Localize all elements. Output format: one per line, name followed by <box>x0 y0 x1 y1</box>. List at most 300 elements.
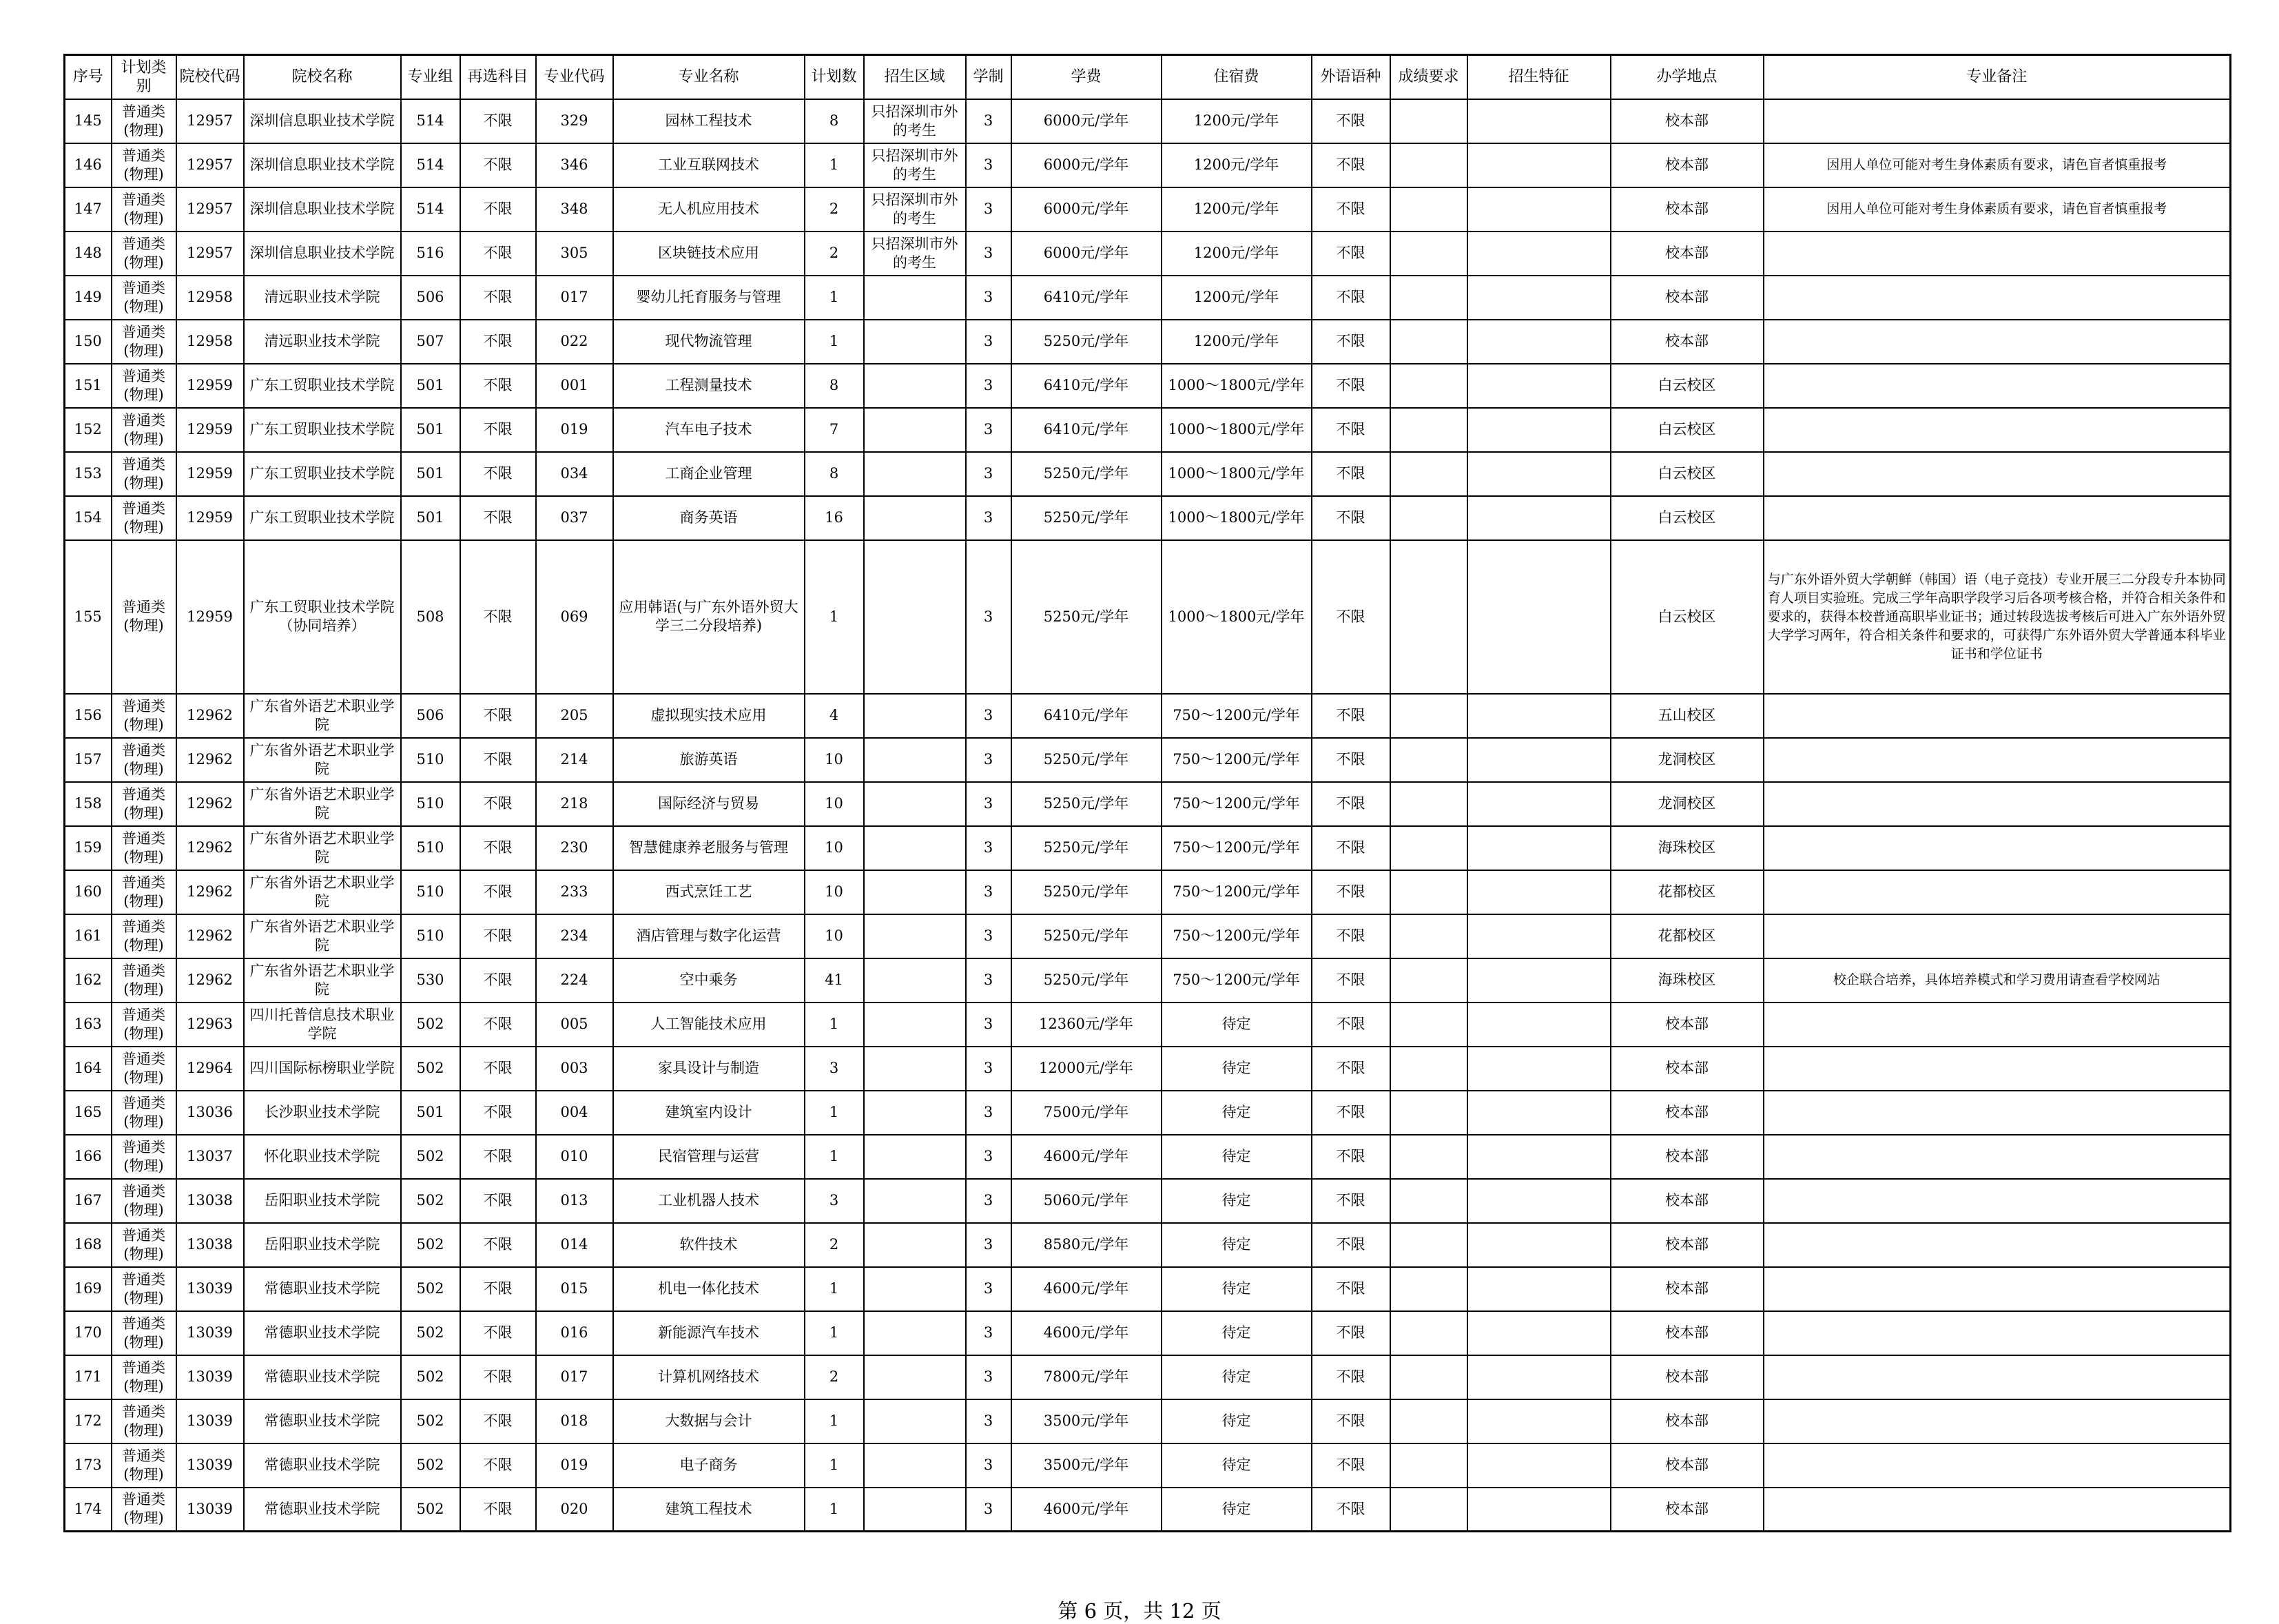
duration-cell: 3 <box>966 1267 1011 1311</box>
table-body <box>65 99 2231 1532</box>
seq-cell: 147 <box>65 187 112 232</box>
seq-cell: 151 <box>65 364 112 408</box>
language-cell: 不限 <box>1312 826 1390 870</box>
lodging-cell: 750～1200元/学年 <box>1162 782 1312 826</box>
group-cell: 502 <box>401 1267 460 1311</box>
plan-count-cell: 1 <box>805 1003 864 1047</box>
major-code-cell: 069 <box>536 540 613 694</box>
group-cell: 502 <box>401 1003 460 1047</box>
group-cell: 510 <box>401 782 460 826</box>
feature-cell <box>1467 1267 1611 1311</box>
feature-cell <box>1467 782 1611 826</box>
plan-type-cell: 普通类(物理) <box>112 870 176 914</box>
score-cell <box>1390 1179 1467 1223</box>
plan-count-cell: 3 <box>805 1047 864 1091</box>
location-cell: 校本部 <box>1611 232 1764 276</box>
subject-cell: 不限 <box>460 187 536 232</box>
table-row <box>65 232 2231 276</box>
duration-cell: 3 <box>966 694 1011 738</box>
duration-cell: 3 <box>966 1488 1011 1532</box>
region-cell: 只招深圳市外的考生 <box>864 187 966 232</box>
school-name-cell: 广东省外语艺术职业学院 <box>244 870 401 914</box>
tuition-cell: 4600元/学年 <box>1011 1311 1162 1355</box>
location-cell: 海珠校区 <box>1611 826 1764 870</box>
major-code-cell: 224 <box>536 958 613 1003</box>
subject-cell: 不限 <box>460 1311 536 1355</box>
col-header: 招生特征 <box>1467 55 1611 99</box>
school-code-cell: 12957 <box>176 232 244 276</box>
col-header: 成绩要求 <box>1390 55 1467 99</box>
score-cell <box>1390 1091 1467 1135</box>
group-cell: 502 <box>401 1311 460 1355</box>
group-cell: 501 <box>401 1091 460 1135</box>
col-header: 专业组 <box>401 55 460 99</box>
score-cell <box>1390 1311 1467 1355</box>
lodging-cell: 待定 <box>1162 1047 1312 1091</box>
subject-cell: 不限 <box>460 452 536 496</box>
seq-cell: 152 <box>65 408 112 452</box>
table-row <box>65 1047 2231 1091</box>
school-code-cell: 12962 <box>176 914 244 958</box>
score-cell <box>1390 99 1467 143</box>
school-name-cell: 广东省外语艺术职业学院 <box>244 738 401 782</box>
plan-count-cell: 1 <box>805 143 864 187</box>
plan-type-cell: 普通类(物理) <box>112 1267 176 1311</box>
lodging-cell: 750～1200元/学年 <box>1162 870 1312 914</box>
region-cell <box>864 1311 966 1355</box>
header-row <box>65 55 2231 99</box>
major-code-cell: 034 <box>536 452 613 496</box>
feature-cell <box>1467 408 1611 452</box>
feature-cell <box>1467 914 1611 958</box>
table-row <box>65 1355 2231 1399</box>
note-cell <box>1764 1047 2231 1091</box>
tuition-cell: 5250元/学年 <box>1011 782 1162 826</box>
language-cell: 不限 <box>1312 320 1390 364</box>
location-cell: 校本部 <box>1611 1091 1764 1135</box>
school-name-cell: 广东工贸职业技术学院 <box>244 452 401 496</box>
seq-cell: 174 <box>65 1488 112 1532</box>
school-code-cell: 12957 <box>176 99 244 143</box>
note-cell <box>1764 364 2231 408</box>
school-name-cell: 广东省外语艺术职业学院 <box>244 694 401 738</box>
lodging-cell: 待定 <box>1162 1267 1312 1311</box>
duration-cell: 3 <box>966 870 1011 914</box>
lodging-cell: 1200元/学年 <box>1162 143 1312 187</box>
major-code-cell: 017 <box>536 1355 613 1399</box>
feature-cell <box>1467 1179 1611 1223</box>
region-cell <box>864 408 966 452</box>
plan-count-cell: 1 <box>805 276 864 320</box>
feature-cell <box>1467 452 1611 496</box>
plan-count-cell: 8 <box>805 364 864 408</box>
table-row <box>65 1311 2231 1355</box>
school-name-cell: 常德职业技术学院 <box>244 1355 401 1399</box>
location-cell: 校本部 <box>1611 1355 1764 1399</box>
school-name-cell: 常德职业技术学院 <box>244 1267 401 1311</box>
col-header: 院校名称 <box>244 55 401 99</box>
school-code-cell: 12964 <box>176 1047 244 1091</box>
note-cell <box>1764 408 2231 452</box>
feature-cell <box>1467 540 1611 694</box>
major-code-cell: 037 <box>536 496 613 540</box>
note-cell: 与广东外语外贸大学朝鲜（韩国）语（电子竞技）专业开展三二分段专升本协同育人项目实验班。完成三学年高职学段学习后各项考核合格，并符合相关条件和要求的，获得本校普通高职毕业证书；通过转段选拔考核后可进入广东外语外贸大学学习两年，符合相关条件和要求的，可获得广东外语外贸大学普通本科毕业证书和学位证书 <box>1764 540 2231 694</box>
major-code-cell: 346 <box>536 143 613 187</box>
feature-cell <box>1467 496 1611 540</box>
duration-cell: 3 <box>966 958 1011 1003</box>
major-name-cell: 工商企业管理 <box>613 452 805 496</box>
plan-count-cell: 7 <box>805 408 864 452</box>
location-cell: 校本部 <box>1611 1488 1764 1532</box>
seq-cell: 162 <box>65 958 112 1003</box>
subject-cell: 不限 <box>460 826 536 870</box>
table-row <box>65 958 2231 1003</box>
location-cell: 白云校区 <box>1611 452 1764 496</box>
major-name-cell: 园林工程技术 <box>613 99 805 143</box>
group-cell: 501 <box>401 408 460 452</box>
major-code-cell: 022 <box>536 320 613 364</box>
major-name-cell: 工程测量技术 <box>613 364 805 408</box>
plan-count-cell: 2 <box>805 232 864 276</box>
subject-cell: 不限 <box>460 1003 536 1047</box>
region-cell <box>864 1355 966 1399</box>
language-cell: 不限 <box>1312 452 1390 496</box>
plan-count-cell: 10 <box>805 782 864 826</box>
lodging-cell: 750～1200元/学年 <box>1162 738 1312 782</box>
region-cell <box>864 958 966 1003</box>
school-name-cell: 广东省外语艺术职业学院 <box>244 782 401 826</box>
group-cell: 514 <box>401 143 460 187</box>
note-cell <box>1764 320 2231 364</box>
feature-cell <box>1467 1311 1611 1355</box>
table-row <box>65 496 2231 540</box>
group-cell: 501 <box>401 452 460 496</box>
lodging-cell: 750～1200元/学年 <box>1162 694 1312 738</box>
plan-type-cell: 普通类(物理) <box>112 408 176 452</box>
school-code-cell: 12959 <box>176 364 244 408</box>
tuition-cell: 4600元/学年 <box>1011 1135 1162 1179</box>
language-cell: 不限 <box>1312 364 1390 408</box>
feature-cell <box>1467 958 1611 1003</box>
plan-type-cell: 普通类(物理) <box>112 1135 176 1179</box>
plan-type-cell: 普通类(物理) <box>112 452 176 496</box>
major-code-cell: 004 <box>536 1091 613 1135</box>
school-code-cell: 13039 <box>176 1443 244 1488</box>
tuition-cell: 5250元/学年 <box>1011 452 1162 496</box>
lodging-cell: 750～1200元/学年 <box>1162 958 1312 1003</box>
lodging-cell: 待定 <box>1162 1311 1312 1355</box>
col-header: 专业名称 <box>613 55 805 99</box>
feature-cell <box>1467 1135 1611 1179</box>
feature-cell <box>1467 1399 1611 1443</box>
major-name-cell: 空中乘务 <box>613 958 805 1003</box>
tuition-cell: 5250元/学年 <box>1011 540 1162 694</box>
region-cell <box>864 496 966 540</box>
language-cell: 不限 <box>1312 1179 1390 1223</box>
region-cell <box>864 276 966 320</box>
plan-count-cell: 8 <box>805 452 864 496</box>
feature-cell <box>1467 1091 1611 1135</box>
region-cell <box>864 782 966 826</box>
plan-count-cell: 2 <box>805 1223 864 1267</box>
language-cell: 不限 <box>1312 99 1390 143</box>
language-cell: 不限 <box>1312 1091 1390 1135</box>
plan-type-cell: 普通类(物理) <box>112 1223 176 1267</box>
location-cell: 校本部 <box>1611 1399 1764 1443</box>
lodging-cell: 待定 <box>1162 1488 1312 1532</box>
feature-cell <box>1467 187 1611 232</box>
major-name-cell: 旅游英语 <box>613 738 805 782</box>
note-cell <box>1764 870 2231 914</box>
plan-type-cell: 普通类(物理) <box>112 826 176 870</box>
table-row <box>65 1267 2231 1311</box>
region-cell <box>864 540 966 694</box>
score-cell <box>1390 232 1467 276</box>
feature-cell <box>1467 1223 1611 1267</box>
school-name-cell: 广东省外语艺术职业学院 <box>244 914 401 958</box>
duration-cell: 3 <box>966 738 1011 782</box>
major-code-cell: 016 <box>536 1311 613 1355</box>
score-cell <box>1390 870 1467 914</box>
seq-cell: 158 <box>65 782 112 826</box>
school-code-cell: 12959 <box>176 496 244 540</box>
school-code-cell: 12957 <box>176 187 244 232</box>
table-row <box>65 1443 2231 1488</box>
plan-type-cell: 普通类(物理) <box>112 1003 176 1047</box>
table-row <box>65 143 2231 187</box>
tuition-cell: 5250元/学年 <box>1011 496 1162 540</box>
subject-cell: 不限 <box>460 276 536 320</box>
note-cell <box>1764 1488 2231 1532</box>
subject-cell: 不限 <box>460 143 536 187</box>
plan-type-cell: 普通类(物理) <box>112 496 176 540</box>
major-name-cell: 婴幼儿托育服务与管理 <box>613 276 805 320</box>
seq-cell: 161 <box>65 914 112 958</box>
major-name-cell: 人工智能技术应用 <box>613 1003 805 1047</box>
feature-cell <box>1467 1488 1611 1532</box>
subject-cell: 不限 <box>460 870 536 914</box>
region-cell <box>864 1179 966 1223</box>
feature-cell <box>1467 276 1611 320</box>
group-cell: 514 <box>401 99 460 143</box>
region-cell <box>864 1443 966 1488</box>
score-cell <box>1390 1003 1467 1047</box>
location-cell: 白云校区 <box>1611 540 1764 694</box>
plan-count-cell: 1 <box>805 1135 864 1179</box>
group-cell: 502 <box>401 1399 460 1443</box>
note-cell <box>1764 694 2231 738</box>
location-cell: 校本部 <box>1611 187 1764 232</box>
lodging-cell: 750～1200元/学年 <box>1162 826 1312 870</box>
location-cell: 花都校区 <box>1611 914 1764 958</box>
plan-count-cell: 1 <box>805 320 864 364</box>
table-row <box>65 1003 2231 1047</box>
plan-type-cell: 普通类(物理) <box>112 1355 176 1399</box>
plan-type-cell: 普通类(物理) <box>112 320 176 364</box>
note-cell <box>1764 914 2231 958</box>
seq-cell: 146 <box>65 143 112 187</box>
table-row <box>65 738 2231 782</box>
lodging-cell: 1000～1800元/学年 <box>1162 452 1312 496</box>
score-cell <box>1390 958 1467 1003</box>
duration-cell: 3 <box>966 826 1011 870</box>
plan-type-cell: 普通类(物理) <box>112 914 176 958</box>
language-cell: 不限 <box>1312 408 1390 452</box>
lodging-cell: 待定 <box>1162 1399 1312 1443</box>
group-cell: 506 <box>401 276 460 320</box>
col-header: 学制 <box>966 55 1011 99</box>
duration-cell: 3 <box>966 1399 1011 1443</box>
note-cell <box>1764 782 2231 826</box>
score-cell <box>1390 782 1467 826</box>
lodging-cell: 待定 <box>1162 1135 1312 1179</box>
duration-cell: 3 <box>966 1179 1011 1223</box>
school-code-cell: 13039 <box>176 1267 244 1311</box>
col-header: 院校代码 <box>176 55 244 99</box>
location-cell: 校本部 <box>1611 276 1764 320</box>
region-cell: 只招深圳市外的考生 <box>864 143 966 187</box>
col-header: 计划类别 <box>112 55 176 99</box>
duration-cell: 3 <box>966 1135 1011 1179</box>
major-code-cell: 015 <box>536 1267 613 1311</box>
score-cell <box>1390 914 1467 958</box>
table-row <box>65 99 2231 143</box>
lodging-cell: 待定 <box>1162 1223 1312 1267</box>
school-code-cell: 12962 <box>176 738 244 782</box>
seq-cell: 150 <box>65 320 112 364</box>
school-code-cell: 13037 <box>176 1135 244 1179</box>
major-name-cell: 建筑工程技术 <box>613 1488 805 1532</box>
region-cell <box>864 694 966 738</box>
major-code-cell: 003 <box>536 1047 613 1091</box>
tuition-cell: 5250元/学年 <box>1011 320 1162 364</box>
tuition-cell: 3500元/学年 <box>1011 1443 1162 1488</box>
seq-cell: 155 <box>65 540 112 694</box>
major-code-cell: 305 <box>536 232 613 276</box>
major-code-cell: 329 <box>536 99 613 143</box>
lodging-cell: 1000～1800元/学年 <box>1162 364 1312 408</box>
plan-count-cell: 3 <box>805 1179 864 1223</box>
table-row <box>65 1399 2231 1443</box>
duration-cell: 3 <box>966 496 1011 540</box>
plan-type-cell: 普通类(物理) <box>112 782 176 826</box>
location-cell: 校本部 <box>1611 1311 1764 1355</box>
note-cell: 因用人单位可能对考生身体素质有要求，请色盲者慎重报考 <box>1764 187 2231 232</box>
location-cell: 校本部 <box>1611 1003 1764 1047</box>
school-code-cell: 13036 <box>176 1091 244 1135</box>
note-cell <box>1764 1311 2231 1355</box>
region-cell <box>864 364 966 408</box>
admission-plan-table <box>63 54 2231 1532</box>
region-cell <box>864 1267 966 1311</box>
subject-cell: 不限 <box>460 738 536 782</box>
plan-count-cell: 10 <box>805 914 864 958</box>
score-cell <box>1390 452 1467 496</box>
plan-count-cell: 8 <box>805 99 864 143</box>
plan-count-cell: 10 <box>805 870 864 914</box>
plan-type-cell: 普通类(物理) <box>112 694 176 738</box>
tuition-cell: 4600元/学年 <box>1011 1267 1162 1311</box>
col-header: 再选科目 <box>460 55 536 99</box>
table-row <box>65 694 2231 738</box>
duration-cell: 3 <box>966 782 1011 826</box>
note-cell <box>1764 1267 2231 1311</box>
feature-cell <box>1467 826 1611 870</box>
feature-cell <box>1467 1355 1611 1399</box>
language-cell: 不限 <box>1312 1047 1390 1091</box>
subject-cell: 不限 <box>460 1047 536 1091</box>
school-code-cell: 13039 <box>176 1488 244 1532</box>
school-name-cell: 常德职业技术学院 <box>244 1311 401 1355</box>
location-cell: 校本部 <box>1611 1047 1764 1091</box>
subject-cell: 不限 <box>460 408 536 452</box>
school-name-cell: 深圳信息职业技术学院 <box>244 232 401 276</box>
seq-cell: 168 <box>65 1223 112 1267</box>
tuition-cell: 12360元/学年 <box>1011 1003 1162 1047</box>
language-cell: 不限 <box>1312 1267 1390 1311</box>
subject-cell: 不限 <box>460 496 536 540</box>
school-code-cell: 12959 <box>176 452 244 496</box>
school-code-cell: 12962 <box>176 870 244 914</box>
tuition-cell: 6000元/学年 <box>1011 143 1162 187</box>
note-cell <box>1764 452 2231 496</box>
major-code-cell: 218 <box>536 782 613 826</box>
note-cell <box>1764 1091 2231 1135</box>
note-cell <box>1764 1003 2231 1047</box>
tuition-cell: 5060元/学年 <box>1011 1179 1162 1223</box>
school-code-cell: 12959 <box>176 408 244 452</box>
location-cell: 海珠校区 <box>1611 958 1764 1003</box>
group-cell: 502 <box>401 1047 460 1091</box>
plan-count-cell: 16 <box>805 496 864 540</box>
school-name-cell: 常德职业技术学院 <box>244 1488 401 1532</box>
group-cell: 514 <box>401 187 460 232</box>
duration-cell: 3 <box>966 320 1011 364</box>
major-code-cell: 017 <box>536 276 613 320</box>
location-cell: 白云校区 <box>1611 364 1764 408</box>
major-name-cell: 区块链技术应用 <box>613 232 805 276</box>
score-cell <box>1390 1488 1467 1532</box>
table-row <box>65 187 2231 232</box>
note-cell <box>1764 1355 2231 1399</box>
language-cell: 不限 <box>1312 1223 1390 1267</box>
major-name-cell: 计算机网络技术 <box>613 1355 805 1399</box>
note-cell <box>1764 99 2231 143</box>
seq-cell: 157 <box>65 738 112 782</box>
language-cell: 不限 <box>1312 1135 1390 1179</box>
plan-type-cell: 普通类(物理) <box>112 364 176 408</box>
col-header: 办学地点 <box>1611 55 1764 99</box>
subject-cell: 不限 <box>460 540 536 694</box>
score-cell <box>1390 694 1467 738</box>
language-cell: 不限 <box>1312 232 1390 276</box>
plan-count-cell: 1 <box>805 1443 864 1488</box>
duration-cell: 3 <box>966 1311 1011 1355</box>
table-row <box>65 452 2231 496</box>
subject-cell: 不限 <box>460 1223 536 1267</box>
feature-cell <box>1467 232 1611 276</box>
tuition-cell: 7800元/学年 <box>1011 1355 1162 1399</box>
seq-cell: 171 <box>65 1355 112 1399</box>
subject-cell: 不限 <box>460 320 536 364</box>
language-cell: 不限 <box>1312 276 1390 320</box>
plan-type-cell: 普通类(物理) <box>112 1399 176 1443</box>
feature-cell <box>1467 1047 1611 1091</box>
duration-cell: 3 <box>966 914 1011 958</box>
subject-cell: 不限 <box>460 958 536 1003</box>
major-name-cell: 无人机应用技术 <box>613 187 805 232</box>
plan-count-cell: 1 <box>805 1311 864 1355</box>
